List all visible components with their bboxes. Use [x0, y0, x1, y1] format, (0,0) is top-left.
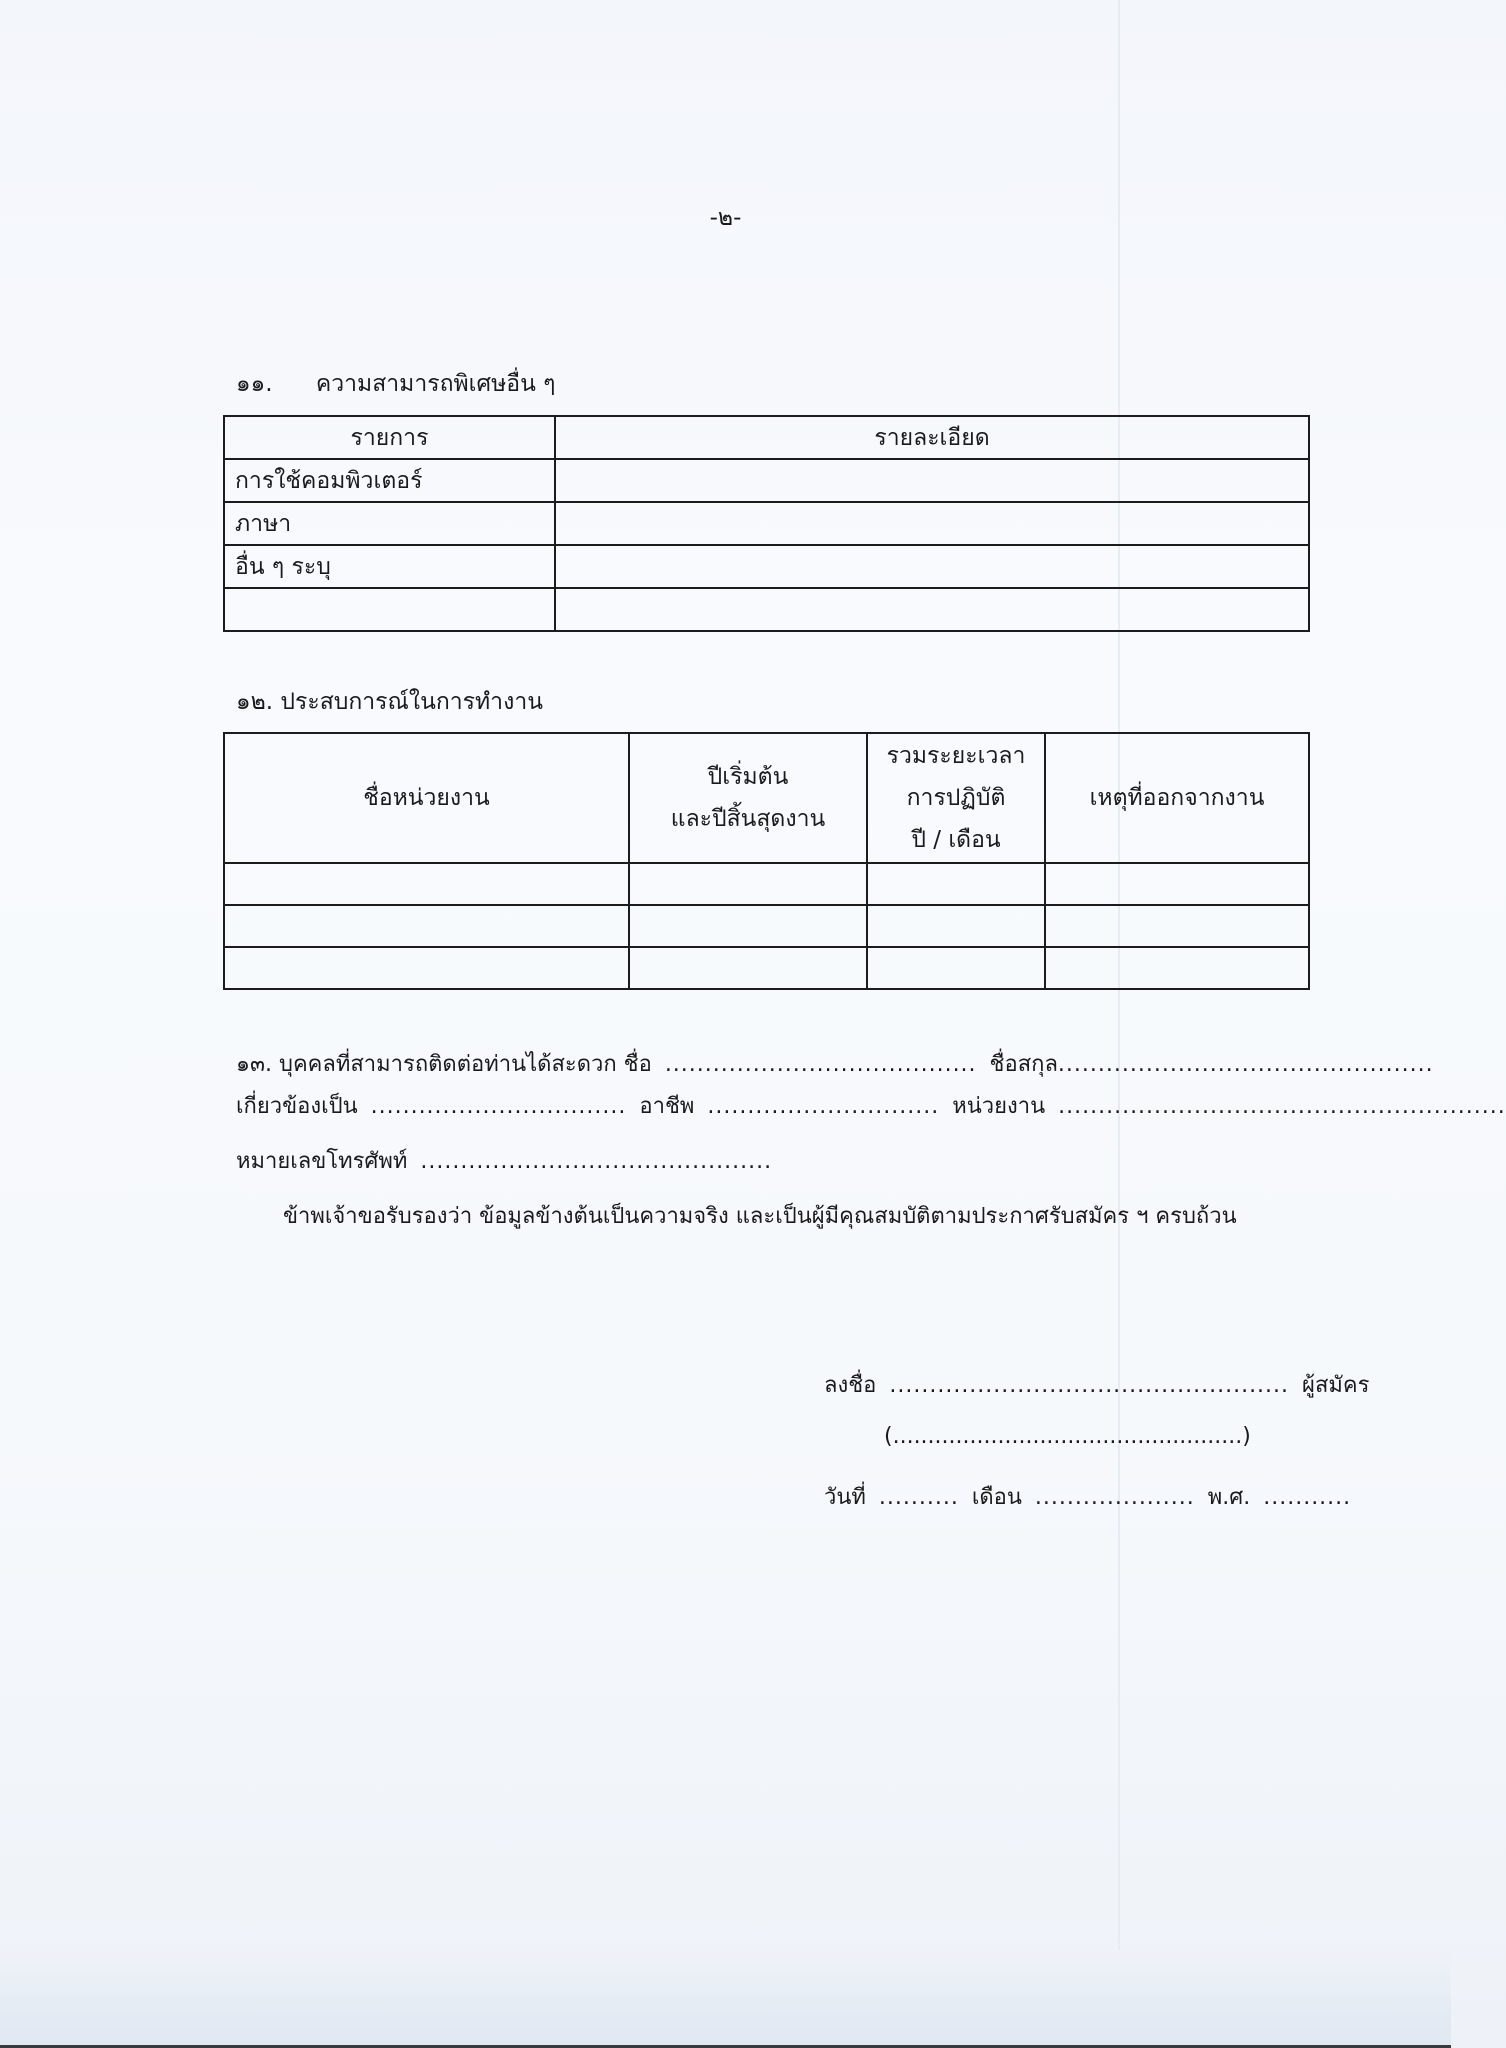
- printed-name-field[interactable]: (..................................................): [884, 1424, 1251, 1449]
- cell-organization[interactable]: [224, 905, 629, 947]
- section12-heading: ๑๒. ประสบการณ์ในการทำงาน: [236, 689, 543, 715]
- applicant-label: ผู้สมัคร: [1302, 1373, 1370, 1398]
- header-duration-line3: ปี / เดือน: [911, 827, 1001, 853]
- signature-label: ลงชื่อ: [824, 1373, 877, 1398]
- header-years-line1: ปีเริ่มต้น: [707, 764, 789, 790]
- cell-years[interactable]: [629, 947, 867, 989]
- row-detail-field[interactable]: [555, 502, 1309, 545]
- relation-field[interactable]: ................................: [370, 1094, 627, 1119]
- cell-years[interactable]: [629, 863, 867, 905]
- row-detail-field[interactable]: [555, 459, 1309, 502]
- scan-bottom-shade: [0, 1950, 1451, 2048]
- phone-field[interactable]: ............................................: [420, 1149, 773, 1174]
- signature-field[interactable]: ..................................................: [889, 1373, 1290, 1398]
- month-field[interactable]: ....................: [1034, 1485, 1195, 1510]
- contact-name-field[interactable]: .......................................: [664, 1052, 977, 1077]
- row-label-other: อื่น ๆ ระบุ: [224, 545, 555, 588]
- day-field[interactable]: ..........: [878, 1485, 959, 1510]
- row-label-language: ภาษา: [224, 502, 555, 545]
- contact-surname-field[interactable]: ...............................................: [1057, 1052, 1434, 1077]
- table-row: [224, 502, 1309, 545]
- table-row: [224, 905, 1309, 947]
- cell-duration[interactable]: [867, 947, 1045, 989]
- month-label: เดือน: [971, 1485, 1022, 1510]
- section11-title: ความสามารถพิเศษอื่น ๆ: [315, 371, 556, 397]
- cell-reason[interactable]: [1045, 947, 1309, 989]
- header-years-line2: และปีสิ้นสุดงาน: [670, 806, 826, 832]
- column-header-reason: เหตุที่ออกจากงาน: [1045, 733, 1309, 863]
- table-header-row: [224, 733, 1309, 863]
- column-header-duration: [867, 733, 1045, 863]
- table-row: [224, 863, 1309, 905]
- contact-line-2: [236, 1088, 1506, 1123]
- year-field[interactable]: ...........: [1263, 1485, 1352, 1510]
- day-label: วันที่: [824, 1485, 866, 1510]
- column-header-years: [629, 733, 867, 863]
- signature-line: [824, 1367, 1369, 1402]
- table-header-row: [224, 416, 1309, 459]
- page-number: -๒-: [709, 205, 742, 231]
- row-detail-field[interactable]: [555, 588, 1309, 631]
- occupation-label: อาชีพ: [639, 1094, 695, 1119]
- table-row: [224, 545, 1309, 588]
- contact-surname-label: ชื่อสกุล: [989, 1052, 1058, 1077]
- section11-heading: [236, 366, 556, 402]
- contact-line-1: [236, 1046, 1434, 1081]
- table-row: [224, 588, 1309, 631]
- occupation-field[interactable]: .............................: [707, 1094, 940, 1119]
- column-header-organization: ชื่อหน่วยงาน: [224, 733, 629, 863]
- date-line: [824, 1479, 1351, 1514]
- cell-organization[interactable]: [224, 863, 629, 905]
- column-header-detail: รายละเอียด: [555, 416, 1309, 459]
- relation-label: เกี่ยวข้องเป็น: [236, 1094, 358, 1119]
- cell-duration[interactable]: [867, 905, 1045, 947]
- contact-name-label: ๑๓. บุคคลที่สามารถติดต่อท่านได้สะดวก ชื่อ: [236, 1052, 652, 1077]
- certification-text: ข้าพเจ้าขอรับรองว่า ข้อมูลข้างต้นเป็นความจริง และเป็นผู้มีคุณสมบัติตามประกาศรับสมัคร ฯ ครบถ้วน: [283, 1204, 1237, 1229]
- row-label-blank[interactable]: [224, 588, 555, 631]
- header-duration-line1: รวมระยะเวลา: [886, 743, 1026, 769]
- year-label: พ.ศ.: [1207, 1485, 1251, 1510]
- skills-table: [223, 415, 1310, 632]
- organization-field[interactable]: ........................................................: [1058, 1094, 1506, 1119]
- organization-label: หน่วยงาน: [952, 1094, 1046, 1119]
- section11-number: ๑๑.: [236, 371, 273, 397]
- cell-reason[interactable]: [1045, 905, 1309, 947]
- cell-organization[interactable]: [224, 947, 629, 989]
- contact-line-3: [236, 1143, 772, 1178]
- table-row: [224, 459, 1309, 502]
- phone-label: หมายเลขโทรศัพท์: [236, 1149, 408, 1174]
- row-detail-field[interactable]: [555, 545, 1309, 588]
- header-duration-line2: การปฏิบัติ: [906, 785, 1006, 811]
- row-label-computer: การใช้คอมพิวเตอร์: [224, 459, 555, 502]
- cell-duration[interactable]: [867, 863, 1045, 905]
- cell-reason[interactable]: [1045, 863, 1309, 905]
- cell-years[interactable]: [629, 905, 867, 947]
- column-header-item: รายการ: [224, 416, 555, 459]
- table-row: [224, 947, 1309, 989]
- work-experience-table: [223, 732, 1310, 990]
